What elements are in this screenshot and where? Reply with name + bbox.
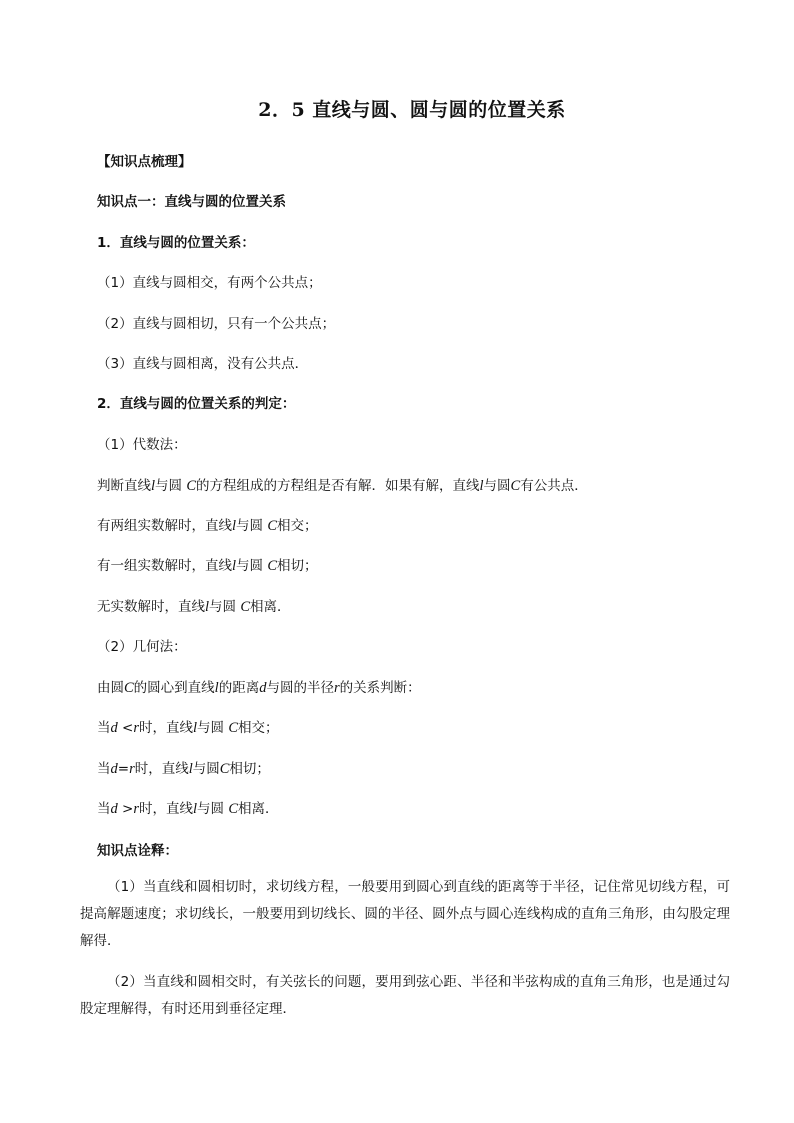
math-var: l — [479, 478, 484, 494]
math-var: l — [193, 801, 198, 817]
text-run: 与圆 — [192, 761, 220, 777]
text-run: 当 — [97, 720, 111, 736]
algebra-intro — [97, 474, 588, 495]
math-var: l — [188, 761, 193, 777]
math-var: d — [110, 801, 118, 817]
judgement-heading: 2．直线与圆的位置关系的判定： — [97, 396, 296, 412]
text-run: 与圆 — [197, 720, 229, 736]
text-run: 与圆 — [155, 478, 187, 494]
math-var: C — [186, 478, 196, 494]
math-var: d — [110, 761, 118, 777]
math-var: r — [333, 680, 340, 696]
geometry-greater-than — [97, 797, 279, 818]
text-run: 相离． — [250, 599, 291, 615]
text-run: 与圆 — [197, 801, 229, 817]
text-run: 时，直线 — [139, 720, 194, 736]
math-var: r — [133, 720, 140, 736]
text-run: 的圆心到直线 — [133, 680, 215, 696]
math-var: C — [219, 761, 230, 777]
text-run: 的关系判断： — [339, 680, 421, 696]
math-var: C — [510, 478, 521, 494]
math-operator: > — [122, 801, 134, 817]
math-operator: = — [117, 761, 130, 777]
algebra-one-solution — [97, 554, 318, 575]
math-var: d — [110, 720, 118, 736]
knowledge-point-1-heading: 知识点一：直线与圆的位置关系 — [97, 194, 286, 210]
math-var: r — [129, 761, 135, 777]
geometry-less-than — [97, 716, 279, 737]
text-run: 当 — [97, 761, 111, 777]
text-run: 与圆 — [236, 558, 268, 574]
text-run: 有一组实数解时，直线 — [97, 558, 232, 574]
page-title: 2．5 直线与圆、圆与圆的位置关系 — [258, 99, 566, 121]
text-run: 与圆 — [236, 518, 268, 534]
math-var: C — [267, 558, 277, 574]
text-run: 无实数解时，直线 — [97, 599, 205, 615]
text-run: 与圆的半径 — [266, 680, 334, 696]
text-run: 有公共点． — [520, 478, 588, 494]
text-run: 相交； — [277, 518, 318, 534]
note-paragraph-1: （1）当直线和圆相切时，求切线方程，一般要用到圆心到直线的距离等于半径，记住常见切线方程，可提高解题速度；求切线长，一般要用到切线长、圆的半径、圆外点与圆心连线构成的直角三角形，由勾股定理解得． — [80, 879, 730, 949]
math-var: C — [267, 518, 277, 534]
text-run: 判断直线 — [97, 478, 151, 494]
relation-item-intersect: （1）直线与圆相交，有两个公共点； — [97, 275, 322, 291]
algebra-two-solutions — [97, 514, 318, 535]
text-run: 有两组实数解时，直线 — [97, 518, 232, 534]
text-run: 相切； — [277, 558, 318, 574]
text-run: 的方程组成的方程组是否有解．如果有解，直线 — [196, 478, 480, 494]
text-run: 相交； — [238, 720, 279, 736]
math-var: d — [259, 680, 267, 696]
math-var: C — [228, 801, 239, 817]
math-var: C — [228, 720, 239, 736]
text-run: 时，直线 — [134, 761, 189, 777]
text-run: 与圆 — [483, 478, 511, 494]
text-run: 相离． — [238, 801, 279, 817]
math-var: C — [240, 599, 250, 615]
math-operator: < — [122, 720, 134, 736]
geometry-equal — [97, 757, 270, 778]
relation-item-tangent: （2）直线与圆相切，只有一个公共点； — [97, 316, 336, 332]
algebra-no-solution — [97, 595, 291, 616]
math-var: C — [124, 680, 134, 696]
text-run: 的距离 — [218, 680, 260, 696]
algebra-method-heading: （1）代数法： — [97, 437, 187, 453]
geometry-intro — [97, 676, 421, 697]
math-var: r — [133, 801, 140, 817]
math-var: l — [214, 680, 219, 696]
geometry-method-heading: （2）几何法： — [97, 639, 187, 655]
math-var: l — [193, 720, 198, 736]
math-var: l — [151, 478, 156, 494]
relation-heading: 1．直线与圆的位置关系： — [97, 235, 255, 251]
text-run: 当 — [97, 801, 111, 817]
text-run: 与圆 — [209, 599, 241, 615]
math-var: l — [205, 599, 210, 615]
relation-item-separate: （3）直线与圆相离，没有公共点． — [97, 356, 309, 372]
note-paragraph-2: （2）当直线和圆相交时，有关弦长的问题，要用到弦心距、半径和半弦构成的直角三角形，也是通过勾股定理解得，有时还用到垂径定理． — [80, 974, 730, 1017]
section-header: 【知识点梳理】 — [97, 154, 192, 170]
math-var: l — [232, 558, 237, 574]
text-run: 由圆 — [97, 680, 124, 696]
notes-heading: 知识点诠释： — [97, 843, 178, 859]
math-var: l — [232, 518, 237, 534]
text-run: 时，直线 — [139, 801, 194, 817]
text-run: 相切； — [229, 761, 270, 777]
